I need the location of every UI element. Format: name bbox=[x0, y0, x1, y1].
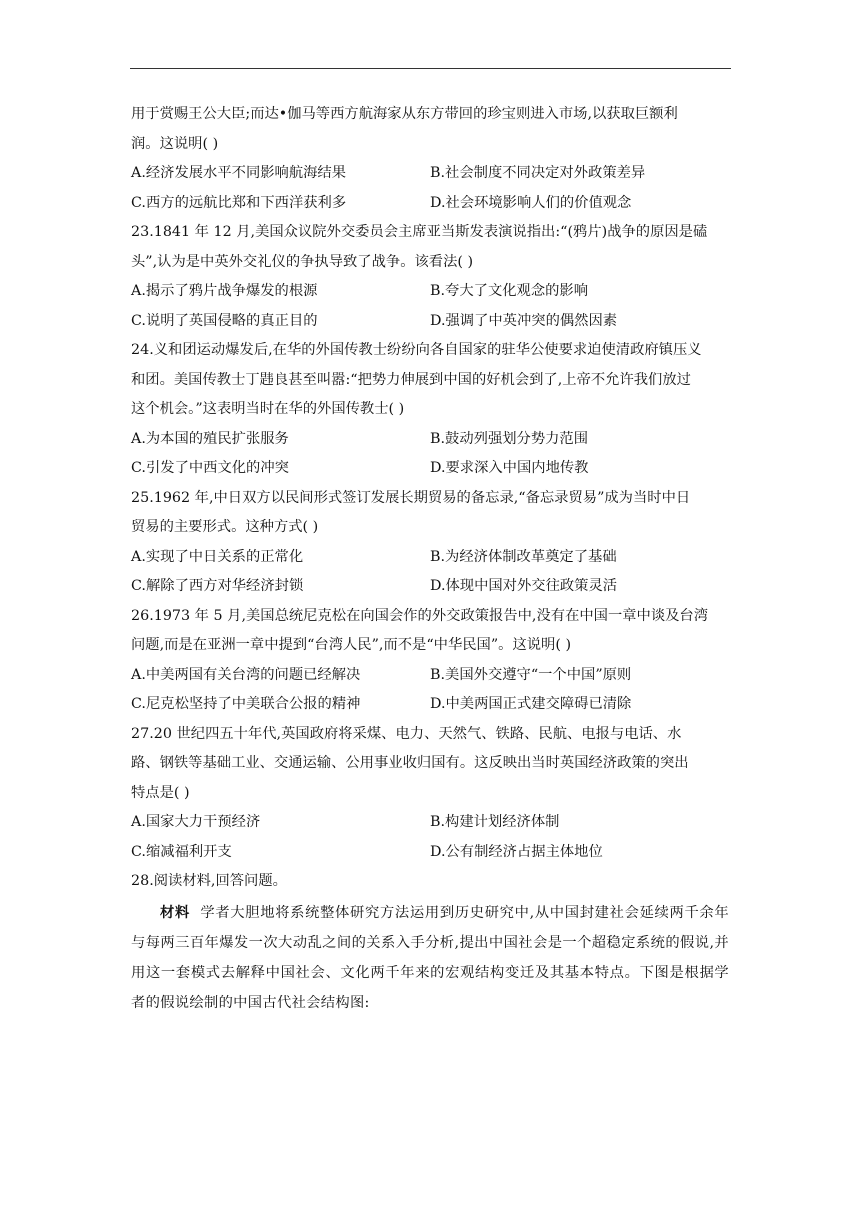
option-b: B.社会制度不同决定对外政策差异 bbox=[430, 165, 646, 181]
option-row bbox=[131, 838, 731, 868]
option-d: D.社会环境影响人们的价值观念 bbox=[430, 194, 632, 211]
option-c: C.说明了英国侵略的真正目的 bbox=[131, 312, 318, 329]
option-c: C.尼克松坚持了中美联合公报的精神 bbox=[131, 696, 361, 712]
option-c: C.引发了中西文化的冲突 bbox=[131, 460, 289, 476]
exam-page-content bbox=[131, 100, 731, 1018]
option-b: B.为经济体制改革奠定了基础 bbox=[430, 548, 617, 565]
question-23 bbox=[131, 218, 731, 336]
option-row bbox=[131, 425, 731, 455]
question-stem-line: 贸易的主要形式。这种方式( ) bbox=[131, 519, 319, 535]
question-stem-line: 路、钢铁等基础工业、交通运输、公用事业收归国有。这反映出当时英国经济政策的突出 bbox=[131, 755, 689, 771]
question-22 bbox=[131, 100, 731, 218]
question-24 bbox=[131, 336, 731, 484]
question-prompt: 28.阅读材料,回答问题。 bbox=[131, 873, 287, 889]
option-d: D.要求深入中国内地传教 bbox=[430, 460, 589, 476]
question-stem-line: 这个机会。”这表明当时在华的外国传教士( ) bbox=[131, 401, 405, 417]
option-c: C.缩减福利开支 bbox=[131, 843, 232, 860]
question-stem-line: 特点是( ) bbox=[131, 784, 190, 801]
option-row bbox=[131, 277, 731, 307]
question-stem-line: 26.1973 年 5 月,美国总统尼克松在向国会作的外交政策报告中,没有在中国一章中谈及台湾 bbox=[131, 607, 709, 624]
question-26 bbox=[131, 602, 731, 720]
option-row bbox=[131, 690, 731, 720]
option-a: A.经济发展水平不同影响航海结果 bbox=[131, 165, 347, 181]
material-text: 学者大胆地将系统整体研究方法运用到历史研究中,从中国封建社会延续两千余年与每两三百年爆发一次大动乱之间的关系入手分析,提出中国社会是一个超稳定系统的假说,并用这一套模式去解释中国社会、文化两千年来的宏观结构变迁及其基本特点。下图是根据学者的假说绘制的中国古代社会结构图: bbox=[131, 904, 729, 1011]
option-d: D.强调了中英冲突的偶然因素 bbox=[430, 312, 618, 329]
option-a: A.中美两国有关台湾的问题已经解决 bbox=[131, 666, 361, 683]
question-stem-line: 问题,而是在亚洲一章中提到“台湾人民”,而不是“中华民国”。这说明( ) bbox=[131, 637, 572, 653]
option-d: D.公有制经济占据主体地位 bbox=[430, 843, 603, 860]
option-a: A.为本国的殖民扩张服务 bbox=[131, 430, 289, 447]
option-b: B.鼓动列强划分势力范围 bbox=[430, 430, 589, 447]
option-a: A.国家大力干预经济 bbox=[131, 814, 261, 830]
option-row bbox=[131, 808, 731, 838]
question-27 bbox=[131, 720, 731, 868]
question-stem-line: 23.1841 年 12 月,美国众议院外交委员会主席亚当斯发表演说指出:“(鸦片)战争的原因是磕 bbox=[131, 224, 708, 240]
question-stem-line: 和团。美国传教士丁韪良甚至叫嚣:“把势力伸展到中国的好机会到了,上帝不允许我们放过 bbox=[131, 371, 691, 388]
option-row bbox=[131, 454, 731, 484]
question-stem-line: 27.20 世纪四五十年代,英国政府将采煤、电力、天然气、铁路、民航、电报与电话、水 bbox=[131, 725, 682, 742]
option-d: D.中美两国正式建交障碍已清除 bbox=[430, 696, 632, 712]
option-d: D.体现中国对外交往政策灵活 bbox=[430, 578, 618, 594]
option-row bbox=[131, 189, 731, 219]
question-stem-line: 润。这说明( ) bbox=[131, 135, 219, 152]
option-a: A.实现了中日关系的正常化 bbox=[131, 548, 304, 565]
question-25 bbox=[131, 484, 731, 602]
option-a: A.揭示了鸦片战争爆发的根源 bbox=[131, 283, 318, 299]
header-rule bbox=[130, 68, 731, 69]
question-stem-line: 头”,认为是中英外交礼仪的争执导致了战争。该看法( ) bbox=[131, 253, 474, 270]
option-row bbox=[131, 159, 731, 189]
material-label: 材料 bbox=[160, 904, 190, 921]
option-row bbox=[131, 543, 731, 573]
option-c: C.西方的远航比郑和下西洋获利多 bbox=[131, 194, 347, 211]
question-28 bbox=[131, 867, 731, 1018]
question-stem-line: 用于赏赐王公大臣;而达•伽马等西方航海家从东方带回的珍宝则进入市场,以获取巨额利 bbox=[131, 106, 678, 122]
option-row bbox=[131, 307, 731, 337]
option-c: C.解除了西方对华经济封锁 bbox=[131, 578, 304, 594]
option-row bbox=[131, 572, 731, 602]
question-stem-line: 25.1962 年,中日双方以民间形式签订发展长期贸易的备忘录,“备忘录贸易”成为当时中日 bbox=[131, 489, 691, 506]
question-stem-line: 24.义和团运动爆发后,在华的外国传教士纷纷向各自国家的驻华公使要求迫使清政府镇压义 bbox=[131, 342, 702, 358]
material-paragraph bbox=[131, 898, 729, 1018]
option-b: B.美国外交遵守“一个中国”原则 bbox=[430, 666, 632, 683]
option-b: B.夸大了文化观念的影响 bbox=[430, 283, 589, 299]
option-b: B.构建计划经济体制 bbox=[430, 814, 560, 830]
option-row bbox=[131, 661, 731, 691]
